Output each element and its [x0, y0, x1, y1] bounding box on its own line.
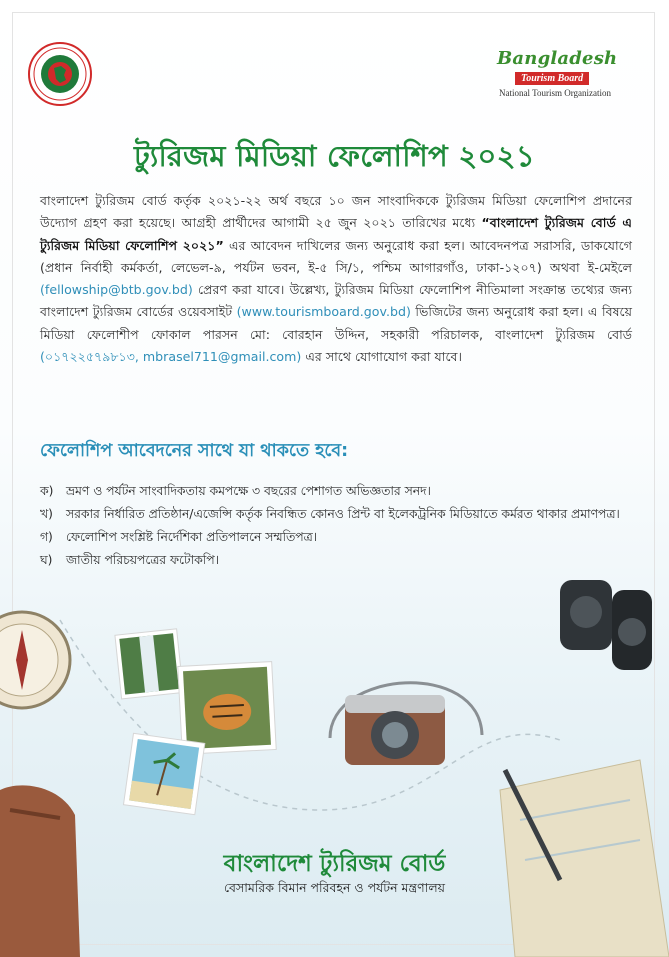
logo-wordmark: Bangladesh — [497, 48, 618, 69]
body-text-4: ভিজিটের জন্য অনুরোধ করা হল। এ বিষয়ে মিডিয়া ফেলোশীপ ফোকাল পারসন মো: বোরহান উদ্দিন, সহকারী পরিচালক, বাংলাদেশ ট্যুরিজম বোর্ড — [40, 304, 633, 342]
logo-tagline: National Tourism Organization — [499, 88, 612, 98]
binoculars-icon — [560, 580, 652, 670]
compass-icon — [0, 612, 70, 708]
list-marker: খ) — [40, 507, 53, 521]
beach-photo-icon — [123, 733, 204, 814]
logo-band: Tourism Board — [515, 72, 589, 85]
fellowship-name: “বাংলাদেশ ট্যুরিজম বোর্ড এ ট্যুরিজম মিডিয়া ফেলোশিপ ২০২১” — [40, 215, 632, 253]
requirements-list — [40, 480, 632, 572]
list-item — [40, 503, 632, 526]
contact-info[interactable]: (০১৭২২৫৭৯৮১৩, mbrasel711@gmail.com) — [40, 349, 302, 365]
waterfall-photo-icon — [115, 629, 183, 699]
list-item-text: জাতীয় পরিচয়পত্রের ফটোকপি। — [66, 553, 220, 567]
camera-icon — [330, 683, 482, 765]
body-text-5: এর সাথে যোগাযোগ করা যাবে। — [301, 349, 463, 365]
website-link[interactable]: (www.tourismboard.gov.bd) — [236, 304, 411, 320]
email-link[interactable]: (fellowship@btb.gov.bd) — [40, 282, 193, 298]
body-text-2: এর আবেদন দাখিলের জন্য অনুরোধ করা হল। আবেদনপত্র সরাসরি, ডাকযোগে (প্রধান নির্বাহী কর্মকর্তা, লেভেল-৯, পর্যটন ভবন, ই-৫ সি/১, পশ্চিম আগারগাঁও, ঢাকা-১২০৭) অথবা ই-মেইলে — [40, 237, 632, 275]
list-item-text: ফেলোশিপ সংশ্লিষ্ট নির্দেশিকা প্রতিপালনে সম্মতিপত্র। — [66, 530, 318, 544]
list-item — [40, 526, 632, 549]
requirements-heading: ফেলোশিপ আবেদনের সাথে যা থাকতে হবে: — [40, 441, 349, 461]
body-text-3: প্রেরণ করা যাবে। উল্লেখ্য, ট্যুরিজম মিডিয়া ফেলোশিপ নীতিমালা সংক্রান্ত তথ্যের জন্য বাংলাদেশ ট্যুরিজম বোর্ডের ওয়েবসাইট — [40, 282, 632, 320]
list-marker: গ) — [40, 530, 53, 544]
list-item-text: সরকার নির্ধারিত প্রতিষ্ঠান/এজেন্সি কর্তৃক নিবন্ধিত কোনও প্রিন্ট বা ইলেকট্রনিক মিডিয়াতে কর্মরত থাকার প্রমাণপত্র। — [66, 507, 620, 521]
tourism-board-logo — [497, 48, 629, 104]
list-marker: ক) — [40, 484, 54, 498]
page-title: ট্যুরিজম মিডিয়া ফেলোশিপ ২০২১ — [134, 139, 535, 173]
list-marker: ঘ) — [40, 553, 53, 567]
body-text-1: বাংলাদেশ ট্যুরিজম বোর্ড কর্তৃক ২০২১-২২ অর্থ বছরে ১০ জন সাংবাদিককে ট্যুরিজম মিডিয়া ফেলোশিপ প্রদানের উদ্যোগ গ্রহণ করা হয়েছে। আগ্রহী প্রার্থীদের আগামী ২৫ জুন ২০২১ তারিখের মধ্যে — [40, 193, 632, 231]
organization-name: বাংলাদেশ ট্যুরিজম বোর্ড — [223, 851, 446, 877]
list-item — [40, 480, 632, 503]
tiger-photo-icon — [178, 662, 276, 755]
government-seal-icon — [28, 42, 92, 106]
list-item-text: ভ্রমণ ও পর্যটন সাংবাদিকতায় কমপক্ষে ৩ বছরের পেশাগত অভিজ্ঞতার সনদ। — [66, 484, 431, 498]
ministry-name: বেসামরিক বিমান পরিবহন ও পর্যটন মন্ত্রণালয় — [223, 880, 446, 895]
announcement-body — [40, 190, 632, 368]
